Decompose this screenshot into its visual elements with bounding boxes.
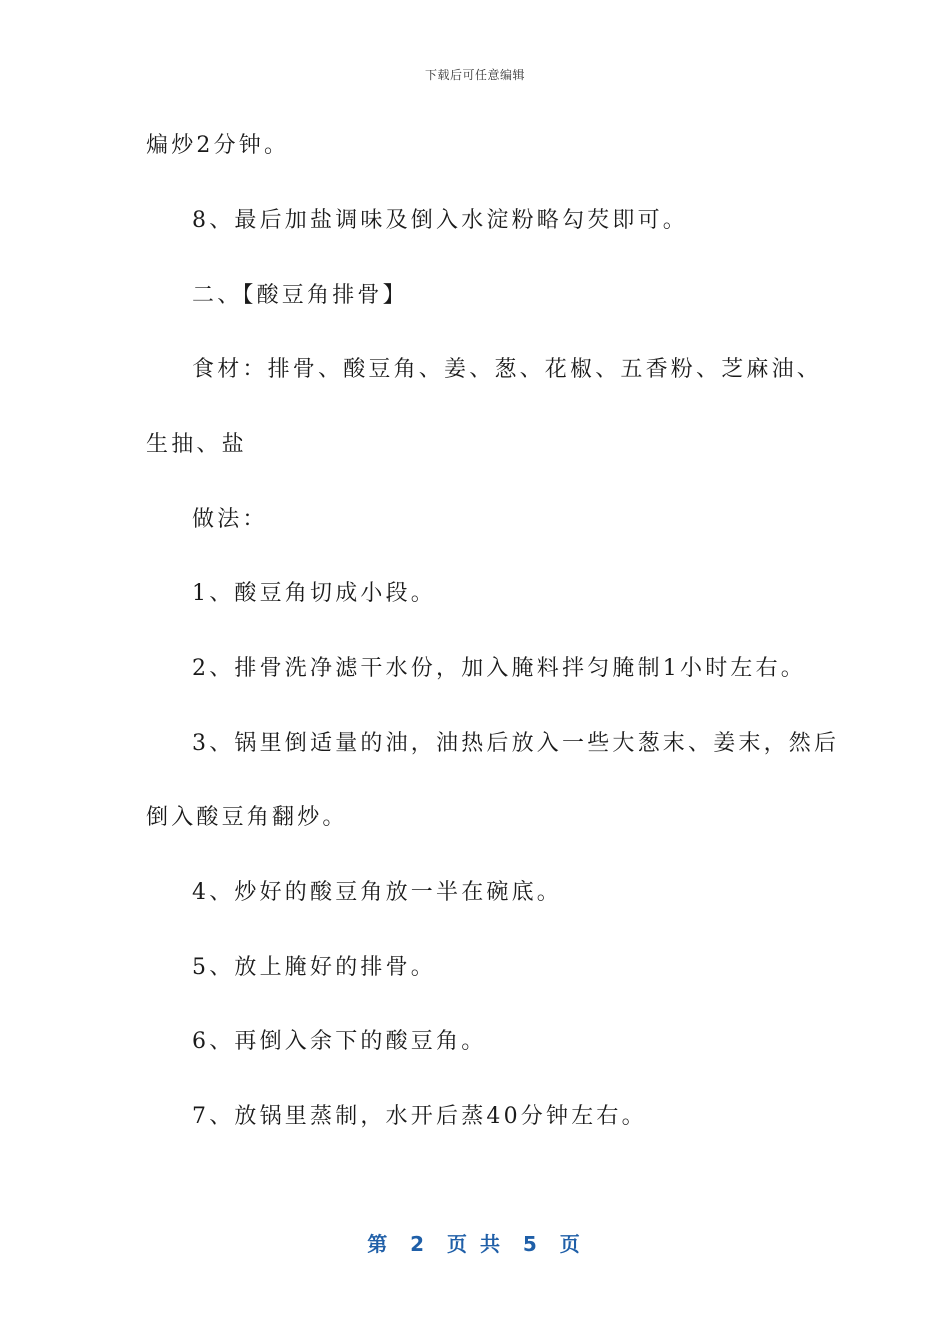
step-line: 7、放锅里蒸制，水开后蒸40分钟左右。 <box>192 1104 647 1129</box>
body-line: 做法： <box>192 507 268 532</box>
step-line: 2、排骨洗净滤干水份，加入腌料拌匀腌制1小时左右。 <box>192 656 806 681</box>
body-line: 煸炒2分钟。 <box>146 133 290 158</box>
step-line: 4、炒好的酸豆角放一半在碗底。 <box>192 880 562 905</box>
body-line: 倒入酸豆角翻炒。 <box>146 805 348 830</box>
step-line: 5、放上腌好的排骨。 <box>192 955 436 980</box>
body-line: 8、最后加盐调味及倒入水淀粉略勾芡即可。 <box>192 208 688 233</box>
step-line: 3、锅里倒适量的油，油热后放入一些大葱末、姜末，然后 <box>192 731 840 756</box>
page-number: 第 2 页 共 5 页 <box>367 1232 583 1256</box>
page-header-note: 下载后可任意编辑 <box>424 68 525 82</box>
body-line: 食材：排骨、酸豆角、姜、葱、花椒、五香粉、芝麻油、 <box>192 357 823 382</box>
step-line: 6、再倒入余下的酸豆角。 <box>192 1029 487 1054</box>
body-line: 生抽、盐 <box>146 432 247 457</box>
step-line: 1、酸豆角切成小段。 <box>192 581 436 606</box>
section-heading: 二、【酸豆角排骨】 <box>192 283 408 308</box>
